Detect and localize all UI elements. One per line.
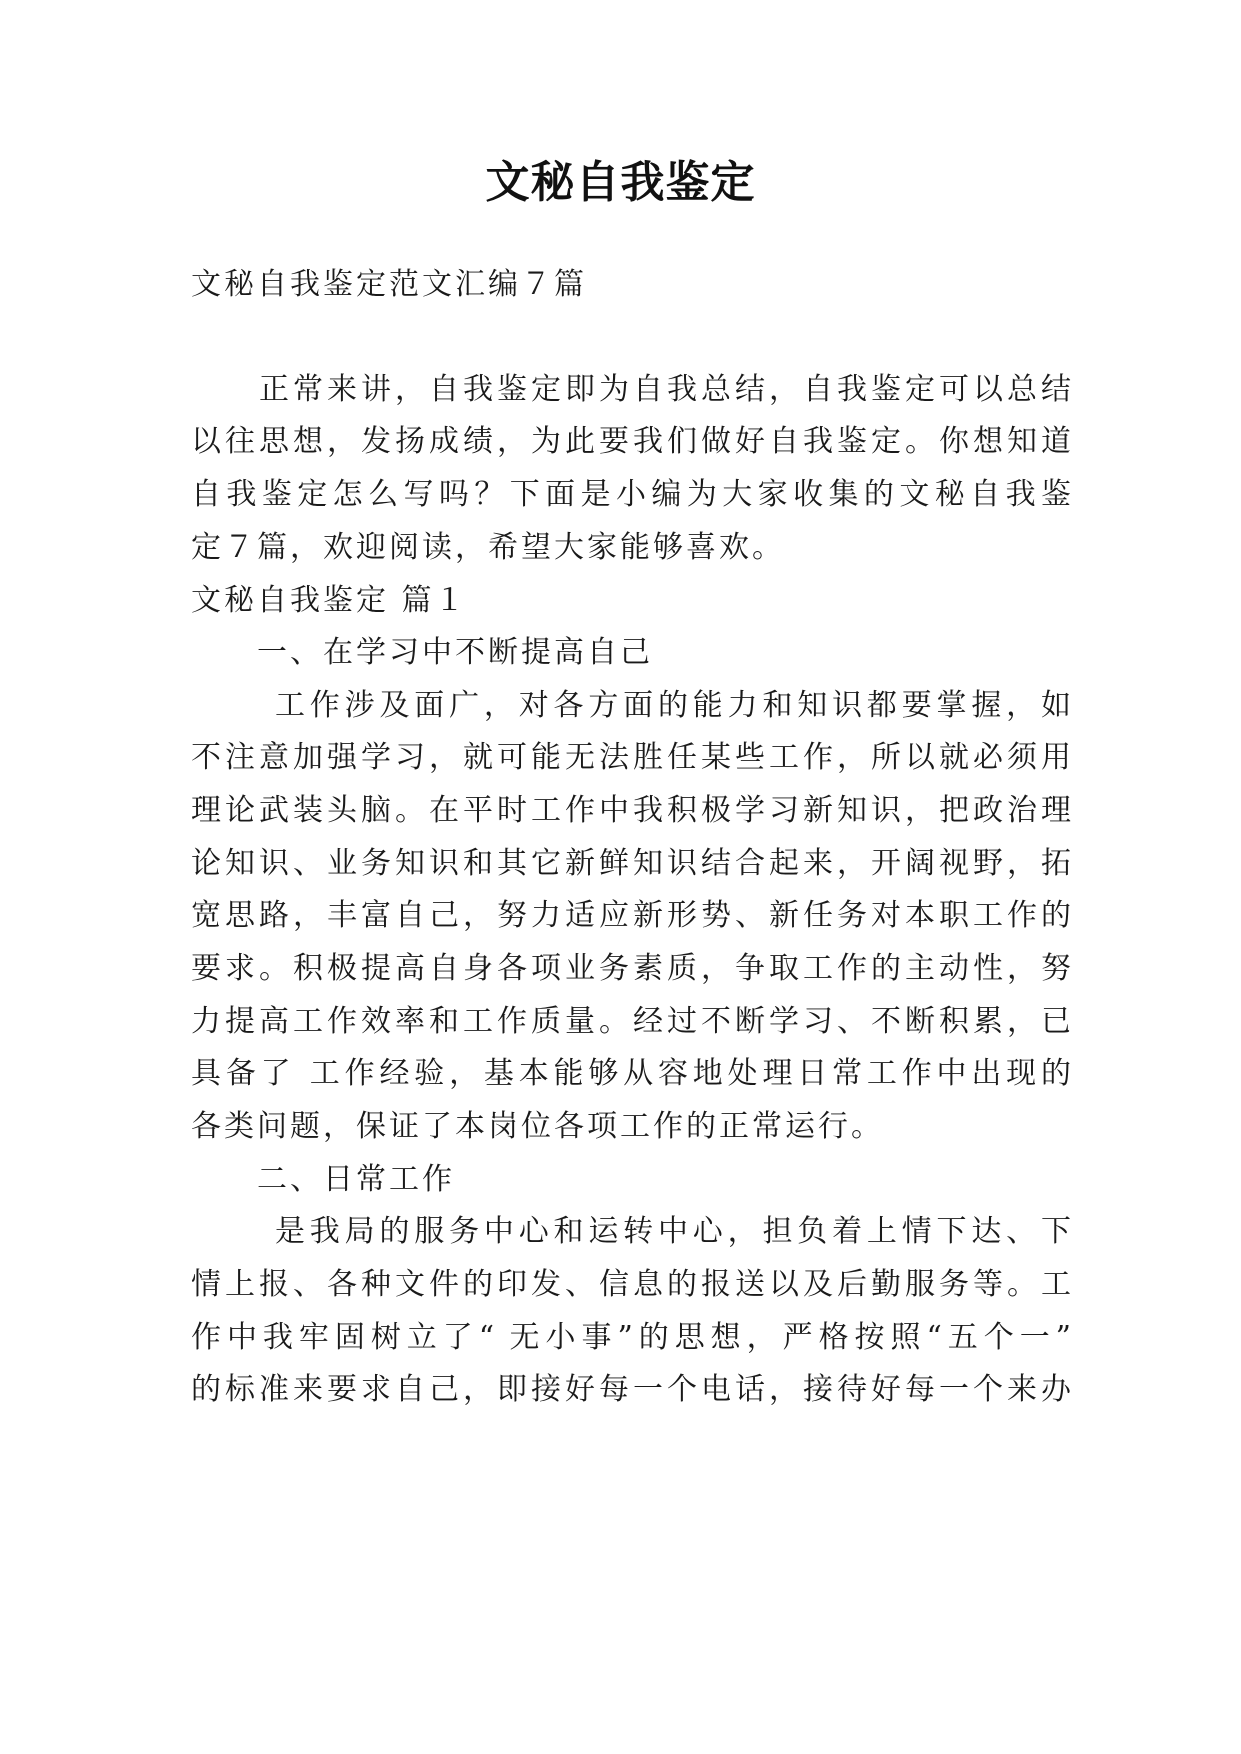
body-line: 情上报、各种文件的印发、信息的报送以及后勤服务等。工 <box>191 1267 1071 1302</box>
body-line: 力提高工作效率和工作质量。经过不断学习、不断积累，已 <box>191 1004 1071 1039</box>
body-line: 要求。积极提高自身各项业务素质，争取工作的主动性，努 <box>191 951 1071 986</box>
section-subheading: 二、日常工作 <box>191 1162 455 1197</box>
section-subheading: 一、在学习中不断提高自己 <box>191 635 653 670</box>
body-line: 论知识、业务知识和其它新鲜知识结合起来，开阔视野，拓 <box>191 846 1071 881</box>
body-line: 作中我牢固树立了“ 无小事”的思想，严格按照“五个一” <box>191 1320 1071 1355</box>
body-line: 正常来讲，自我鉴定即为自我总结，自我鉴定可以总结 <box>191 372 1071 407</box>
body-line: 宽思路，丰富自己，努力适应新形势、新任务对本职工作的 <box>191 898 1071 933</box>
body-line: 定７篇，欢迎阅读，希望大家能够喜欢。 <box>191 530 785 565</box>
body-line: 的标准来要求自己，即接好每一个电话，接待好每一个来办 <box>191 1372 1071 1407</box>
body-line: 以往思想，发扬成绩，为此要我们做好自我鉴定。你想知道 <box>191 424 1071 459</box>
body-line: 具备了 工作经验，基本能够从容地处理日常工作中出现的 <box>191 1056 1071 1091</box>
body-line: 理论武装头脑。在平时工作中我积极学习新知识，把政治理 <box>191 793 1071 828</box>
body-line: 工作涉及面广，对各方面的能力和知识都要掌握，如 <box>191 688 1071 723</box>
section-heading: 文秘自我鉴定 篇１ <box>191 583 468 618</box>
document-subtitle: 文秘自我鉴定范文汇编７篇 <box>191 267 587 302</box>
body-line: 是我局的服务中心和运转中心，担负着上情下达、下 <box>191 1214 1071 1249</box>
body-line: 自我鉴定怎么写吗？下面是小编为大家收集的文秘自我鉴 <box>191 477 1071 512</box>
document-title: 文秘自我鉴定 <box>485 157 756 208</box>
body-line: 各类问题，保证了本岗位各项工作的正常运行。 <box>191 1109 884 1144</box>
body-line: 不注意加强学习，就可能无法胜任某些工作，所以就必须用 <box>191 740 1071 775</box>
